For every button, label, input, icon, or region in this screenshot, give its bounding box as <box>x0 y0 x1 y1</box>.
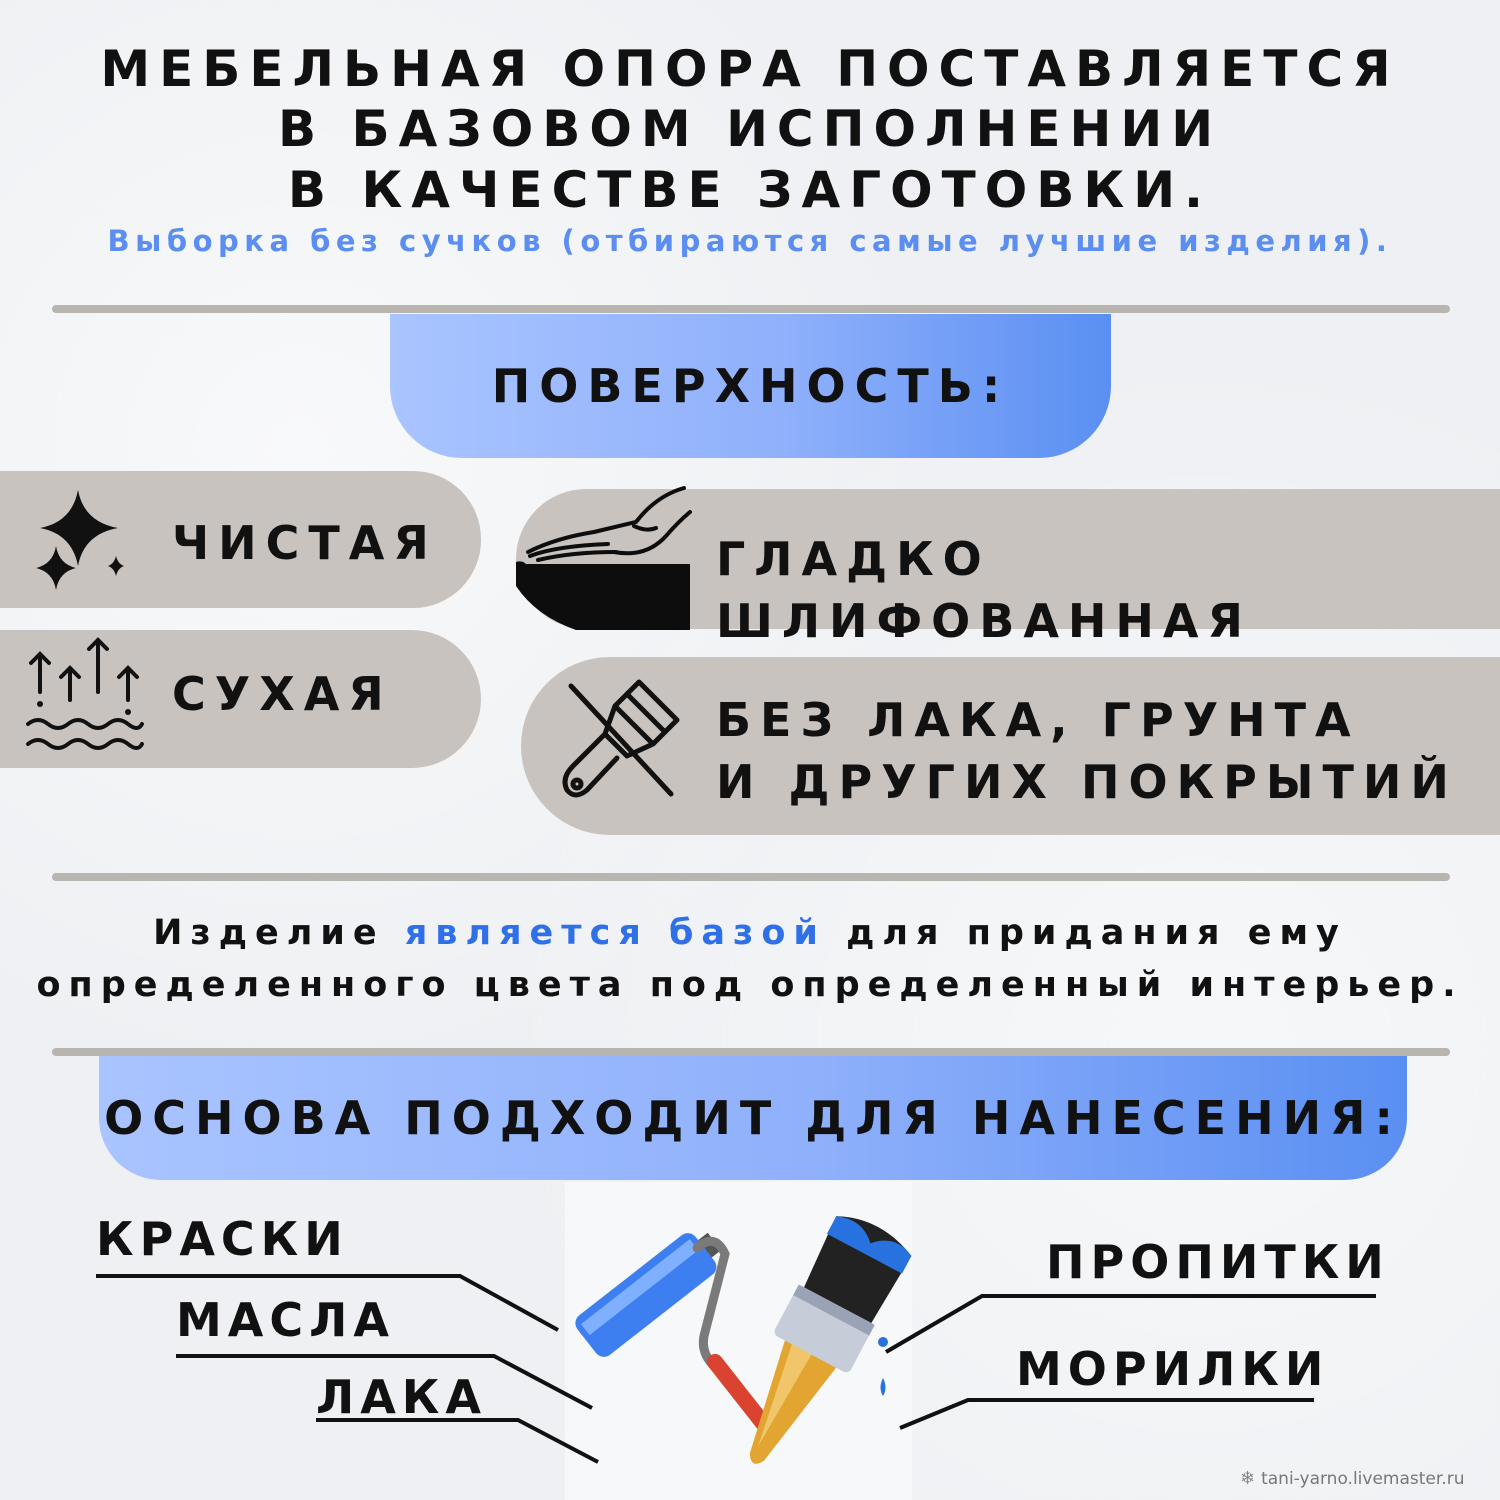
application-left-1: МАСЛА <box>176 1293 395 1347</box>
surface-title: ПОВЕРХНОСТЬ: <box>491 359 1010 413</box>
surface-item-clean-label: ЧИСТАЯ <box>172 516 438 570</box>
watermark-text: tani-yarno.livemaster.ru <box>1261 1468 1465 1489</box>
application-left-2: ЛАКА <box>316 1370 488 1424</box>
application-title: ОСНОВА ПОДХОДИТ ДЛЯ НАНЕСЕНИЯ: <box>104 1091 1402 1145</box>
description-highlight: является базой <box>404 913 826 953</box>
application-right-0: ПРОПИТКИ <box>1046 1235 1390 1289</box>
surface-item-uncoated-label-1: БЕЗ ЛАКА, ГРУНТА <box>716 693 1360 747</box>
sparkle-icon <box>30 488 130 593</box>
application-left-0: КРАСКИ <box>96 1212 349 1266</box>
description-line-2: определенного цвета под определенный интерьер. <box>36 965 1464 1005</box>
divider-middle <box>52 873 1450 881</box>
divider-bottom <box>52 1048 1450 1056</box>
application-right-1: МОРИЛКИ <box>1016 1342 1330 1396</box>
watermark <box>1240 1468 1464 1489</box>
surface-item-uncoated-label-2: И ДРУГИХ ПОКРЫТИЙ <box>716 755 1458 809</box>
surface-item-sanded-label: ГЛАДКО ШЛИФОВАННАЯ <box>716 532 1252 648</box>
header-line-1: МЕБЕЛЬНАЯ ОПОРА ПОСТАВЛЯЕТСЯ <box>100 40 1400 98</box>
header-note: Выборка без сучков (отбираются самые лучшие изделия). <box>107 224 1393 258</box>
no-paintbrush-icon <box>553 676 685 806</box>
snowflake-icon: ❄ <box>1240 1468 1256 1489</box>
divider-top <box>52 305 1450 313</box>
evaporation-icon <box>22 632 146 754</box>
description-line-1: Изделие является базой для придания ему <box>153 913 1347 953</box>
application-title-pill <box>99 1056 1407 1180</box>
surface-item-dry-label: СУХАЯ <box>172 667 393 721</box>
surface-title-pill <box>390 314 1111 458</box>
header-line-2: В БАЗОВОМ ИСПОЛНЕНИИ <box>277 100 1223 158</box>
header-line-3: В КАЧЕСТВЕ ЗАГОТОВКИ. <box>287 161 1213 219</box>
hand-on-surface-icon <box>516 486 692 630</box>
